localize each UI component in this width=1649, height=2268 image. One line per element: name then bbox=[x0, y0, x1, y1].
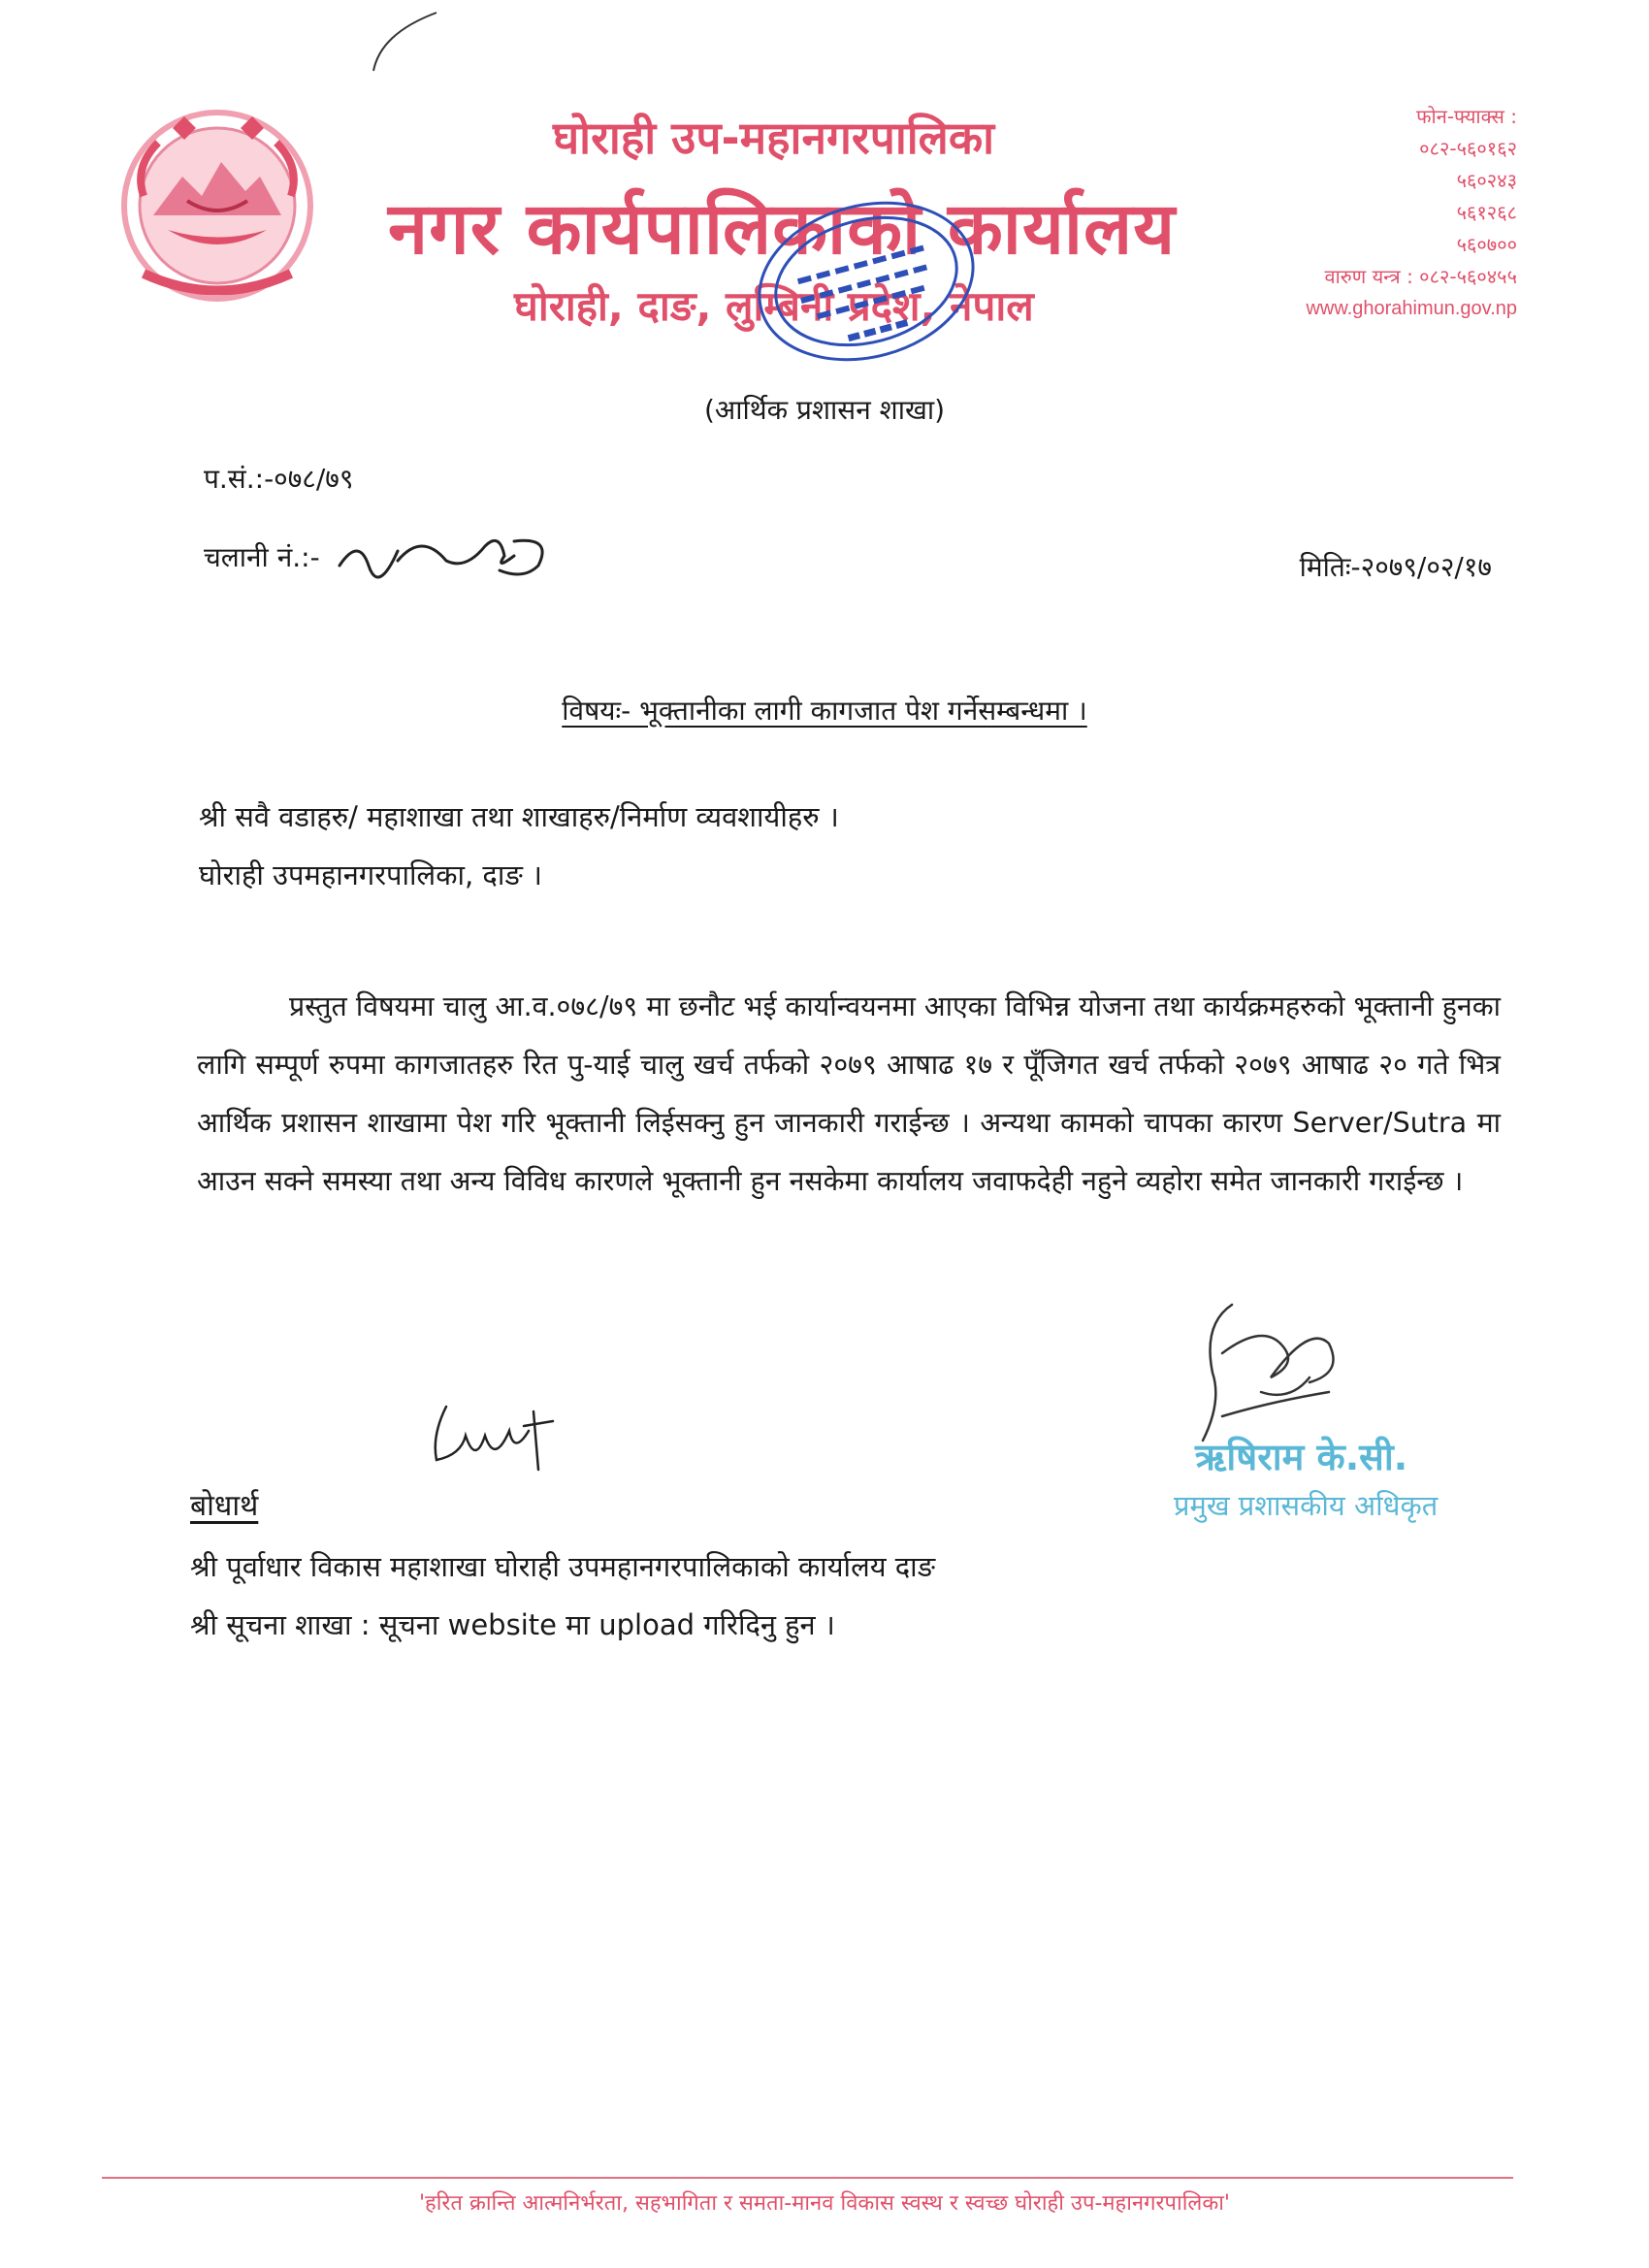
nepal-emblem-icon bbox=[114, 99, 320, 305]
subject-text: विषयः- भूक्तानीका लागी कागजात पेश गर्नेसम्बन्धमा । bbox=[562, 695, 1087, 727]
website: www.ghorahimun.gov.np bbox=[1306, 298, 1517, 319]
subject-line bbox=[0, 692, 1649, 729]
phone-1: ०८२-५६०१६२ bbox=[1419, 137, 1517, 160]
office-stamp bbox=[742, 186, 989, 375]
contact-block bbox=[1306, 101, 1517, 325]
phone-4: ५६०७०० bbox=[1456, 233, 1517, 256]
office-address: घोराही, दाङ, लुम्बिनी प्रदेश, नेपाल bbox=[514, 282, 1034, 330]
officer-name: ऋषिराम के.सी. bbox=[1195, 1436, 1408, 1478]
contact-label: फोन-फ्याक्स : bbox=[1416, 105, 1517, 128]
emergency-phone: वारुण यन्त्र : ०८२-५६०४५५ bbox=[1324, 265, 1517, 288]
footer-slogan: 'हरित क्रान्ति आत्मनिर्भरता, सहभागिता र समता-मानव विकास स्वस्थ र स्वच्छ घोराही उप-महानगरपालिका' bbox=[419, 2191, 1230, 2216]
phone-3: ५६१२६८ bbox=[1456, 201, 1517, 224]
municipality-name: घोराही उप-महानगरपालिका bbox=[553, 112, 995, 164]
recipient-line-2: घोराही उपमहानगरपालिका, दाङ । bbox=[199, 859, 543, 891]
footer-divider bbox=[102, 2177, 1513, 2179]
office-name: नगर कार्यपालिकाको कार्यालय bbox=[388, 187, 1177, 271]
dispatch-number-handwritten bbox=[330, 512, 563, 590]
pen-mark bbox=[369, 8, 446, 76]
officer-title: प्रमुख प्रशासकीय अधिकृत bbox=[1174, 1489, 1439, 1522]
initials-signature bbox=[417, 1387, 582, 1474]
reference-number: प.सं.:-०७८/७९ bbox=[204, 463, 354, 495]
recipient-line-1: श्री सवै वडाहरु/ महाशाखा तथा शाखाहरु/निर्माण व्यवशायीहरु । bbox=[199, 800, 839, 833]
branch-name: (आर्थिक प्रशासन शाखा) bbox=[703, 394, 946, 426]
dispatch-label: चलानी नं.:- bbox=[204, 541, 320, 573]
cc-heading: बोधार्थ bbox=[190, 1489, 259, 1523]
phone-2: ५६०२४३ bbox=[1456, 169, 1517, 192]
letter-date: मितिः-२०७९/०२/१७ bbox=[1299, 551, 1492, 583]
letter-body: प्रस्तुत विषयमा चालु आ.व.०७८/७९ मा छनौट भई कार्यान्वयनमा आएका विभिन्न योजना तथा कार्यक्रमहरुको भूक्तानी हुनका लागि सम्पूर्ण रुपमा कागजातहरु रित पु-याई चालु खर्च तर्फको २०७९ आषाढ १७ र पूँजिगत खर्च तर्फको २०७९ आषाढ २० गते भित्र आर्थिक प्रशासन शाखामा पेश गरि भूक्तानी लिईसक्नु हुन जानकारी गराईन्छ । अन्यथा कामको चापका कारण Server/Sutra मा आउन सक्ने समस्या तथा अन्य विविध कारणले भूक्तानी हुन नसकेमा कार्यालय जवाफदेही नहुने व्यहोरा समेत जानकारी गराईन्छ । bbox=[197, 990, 1501, 1197]
cc-line-2: श्री सूचना शाखा : सूचना website मा upload गरिदिनु हुन । bbox=[190, 1608, 835, 1641]
cc-line-1: श्री पूर्वाधार विकास महाशाखा घोराही उपमहानगरपालिकाको कार्यालय दाङ bbox=[190, 1550, 936, 1583]
